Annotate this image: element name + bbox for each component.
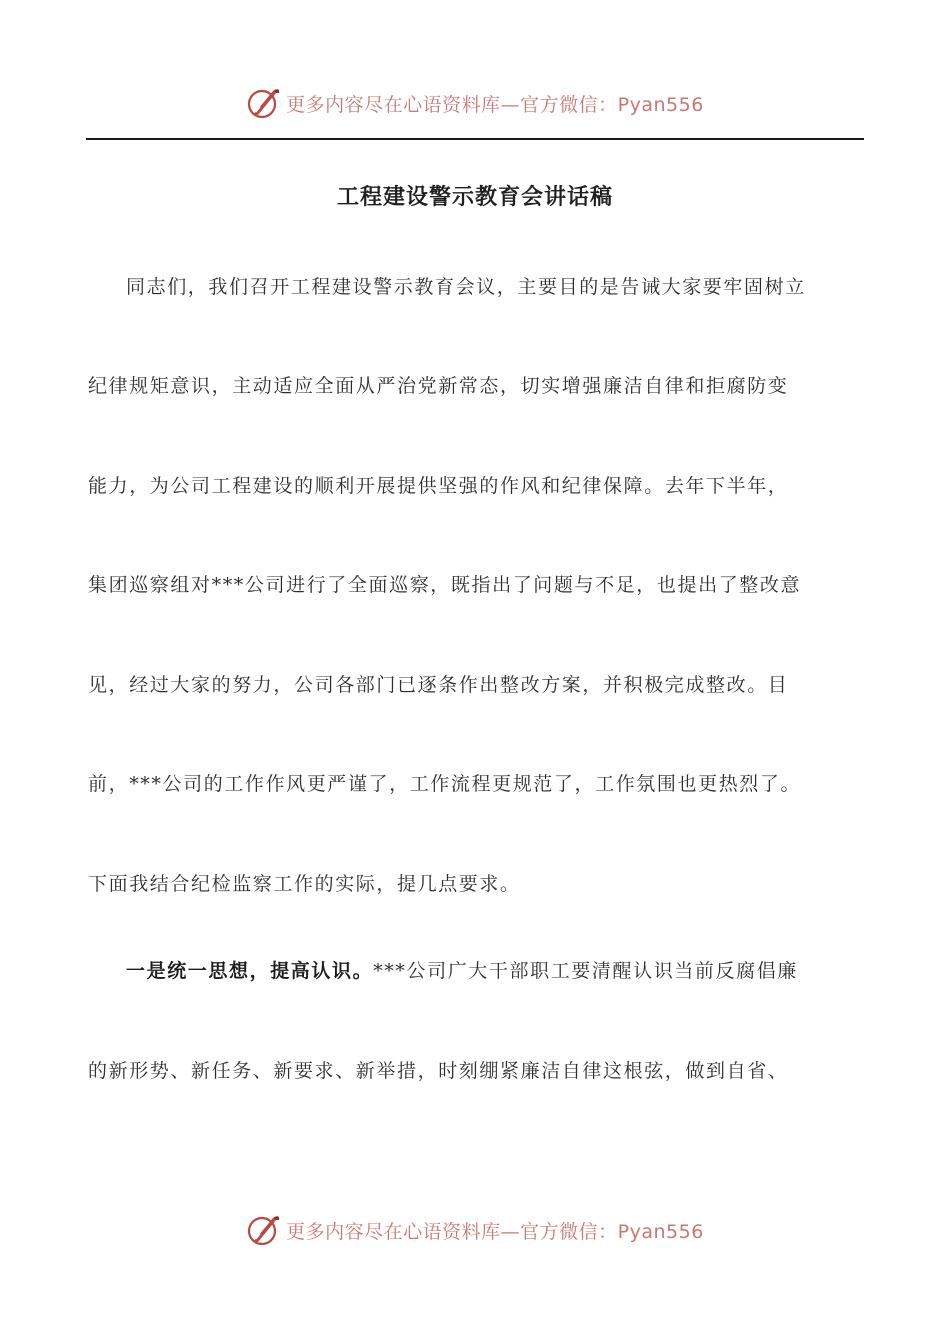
quill-pen-circle-icon bbox=[246, 1212, 282, 1248]
point-one-text: ***公司广大干部职工要清醒认识当前反腐倡廉 bbox=[373, 960, 798, 982]
paragraph-line-2: 纪律规矩意识，主动适应全面从严治党新常态，切实增强廉洁自律和拒腐防变 bbox=[88, 375, 789, 397]
footer-banner-text: 更多内容尽在心语资料库—官方微信：Pyan556 bbox=[286, 1220, 704, 1243]
paragraph-line-7: 下面我结合纪检监察工作的实际，提几点要求。 bbox=[88, 873, 521, 895]
paragraph-line-4: 集团巡察组对***公司进行了全面巡察，既指出了问题与不足，也提出了整改意 bbox=[88, 574, 802, 596]
paragraph-line-6: 前，***公司的工作作风更严谨了，工作流程更规范了，工作氛围也更热烈了。 bbox=[88, 773, 802, 795]
paragraph-line-5: 见，经过大家的努力，公司各部门已逐条作出整改方案，并积极完成整改。目 bbox=[88, 674, 789, 696]
point-one-line-1 bbox=[126, 959, 902, 983]
paragraph-line-1: 同志们，我们召开工程建设警示教育会议，主要目的是告诫大家要牢固树立 bbox=[126, 276, 806, 298]
document-title: 工程建设警示教育会讲话稿 bbox=[336, 184, 613, 210]
wechat-id: Pyan556 bbox=[617, 1220, 704, 1243]
header-divider bbox=[86, 138, 864, 140]
header-banner-text: 更多内容尽在心语资料库—官方微信：Pyan556 bbox=[286, 93, 704, 116]
paragraph-line-3: 能力，为公司工程建设的顺利开展提供坚强的作风和纪律保障。去年下半年， bbox=[88, 475, 789, 497]
point-one-heading: 一是统一思想，提高认识。 bbox=[126, 960, 374, 982]
wechat-id: Pyan556 bbox=[617, 93, 704, 116]
point-one-line-2: 的新形势、新任务、新要求、新举措，时刻绷紧廉洁自律这根弦，做到自省、 bbox=[88, 1060, 789, 1082]
header-banner bbox=[0, 81, 950, 125]
quill-pen-circle-icon bbox=[246, 85, 282, 121]
footer-banner bbox=[0, 1208, 950, 1252]
